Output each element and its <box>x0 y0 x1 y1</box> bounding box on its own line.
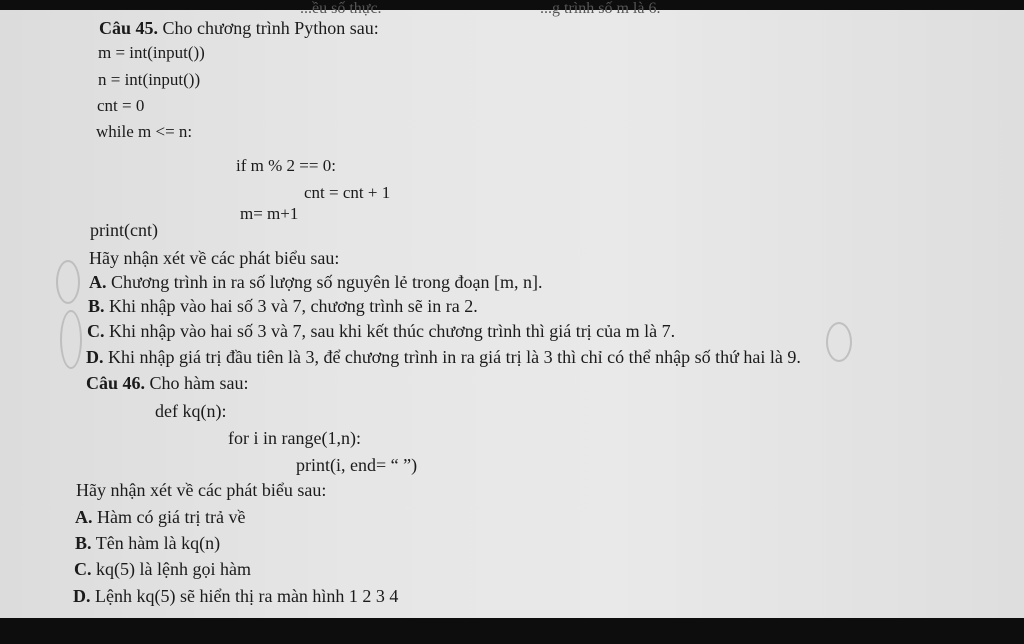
q46-heading <box>86 373 249 394</box>
q46-option-c-text: kq(5) là lệnh gọi hàm <box>96 559 251 579</box>
q46-option-d <box>73 586 398 607</box>
q46-option-c <box>74 559 251 580</box>
q45-option-c-letter: C. <box>87 321 105 341</box>
q45-option-d-text: Khi nhập giá trị đầu tiên là 3, để chương trình in ra giá trị là 3 thì chỉ có thể nhập số thứ hai là 9. <box>108 347 801 367</box>
top-fragment: ...ều số thực. <box>300 0 382 17</box>
q46-code-line-1: def kq(n): <box>155 401 227 421</box>
q46-option-a-text: Hàm có giá trị trả về <box>97 507 246 527</box>
q45-code-line-3: cnt = 0 <box>97 96 145 115</box>
q45-code-line-8: print(cnt) <box>90 220 158 240</box>
q45-prompt: Hãy nhận xét về các phát biểu sau: <box>89 248 340 268</box>
q46-option-a <box>75 507 245 528</box>
q45-option-c-text: Khi nhập vào hai số 3 và 7, sau khi kết thúc chương trình thì giá trị của m là 7. <box>109 321 676 341</box>
q45-option-d <box>86 347 801 368</box>
q45-code-line-4: while m <= n: <box>96 122 193 141</box>
q45-option-a <box>89 272 543 293</box>
q45-option-a-text: Chương trình in ra số lượng số nguyên lẻ trong đoạn [m, n]. <box>111 272 543 292</box>
bottom-black-bar <box>0 618 1024 644</box>
q46-intro: Cho hàm sau: <box>149 373 249 393</box>
top-fragment-right: ...g trình số m là 6. <box>540 0 661 17</box>
q45-heading <box>99 18 379 39</box>
q45-title: Câu 45. <box>99 18 159 38</box>
pencil-mark <box>826 322 852 362</box>
q45-code-line-2: n = int(input()) <box>98 70 201 89</box>
q45-code-line-5: if m % 2 == 0: <box>236 156 336 175</box>
q46-option-c-letter: C. <box>74 559 92 579</box>
q46-option-b-text: Tên hàm là kq(n) <box>95 533 221 553</box>
q46-option-d-letter: D. <box>73 586 91 606</box>
q46-option-b-letter: B. <box>75 533 92 553</box>
pencil-mark <box>56 260 80 304</box>
q45-option-b <box>88 296 478 317</box>
q45-option-c <box>87 321 675 342</box>
pencil-mark <box>60 310 82 369</box>
q45-code-line-6: cnt = cnt + 1 <box>304 183 391 202</box>
q46-title: Câu 46. <box>86 373 146 393</box>
q46-option-a-letter: A. <box>75 507 93 527</box>
q45-code-line-7: m= m+1 <box>240 204 299 223</box>
q45-option-d-letter: D. <box>86 347 104 367</box>
q46-prompt: Hãy nhận xét về các phát biểu sau: <box>76 480 327 500</box>
q45-code-line-1: m = int(input()) <box>98 43 205 62</box>
q45-option-a-letter: A. <box>89 272 107 292</box>
q46-option-d-text: Lệnh kq(5) sẽ hiển thị ra màn hình 1 2 3 4 <box>95 586 399 606</box>
q45-intro: Cho chương trình Python sau: <box>162 18 379 38</box>
q46-code-line-3: print(i, end= “ ”) <box>296 455 418 475</box>
q46-code-line-2: for i in range(1,n): <box>228 428 361 448</box>
q46-option-b <box>75 533 220 554</box>
q45-option-b-letter: B. <box>88 296 105 316</box>
q45-option-b-text: Khi nhập vào hai số 3 và 7, chương trình sẽ in ra 2. <box>109 296 478 316</box>
